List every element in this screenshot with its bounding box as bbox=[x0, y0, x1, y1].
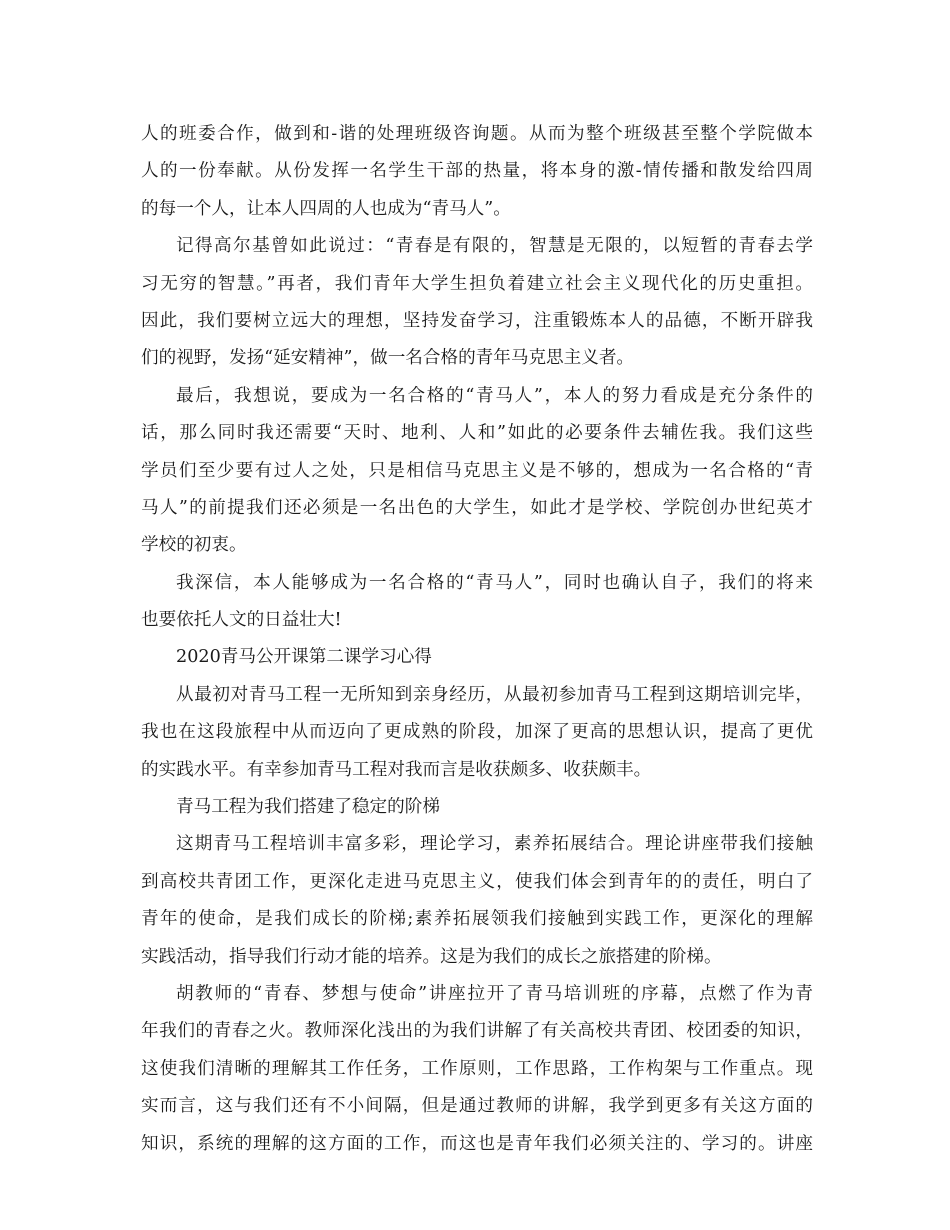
document-body bbox=[141, 116, 813, 1163]
paragraph-first-line: 从最初对青马工程一无所知到亲身经历，从最初参加青马工程到这期培训完毕， bbox=[176, 684, 813, 705]
text-line: 习无穷的智慧。”再者，我们青年大学生担负着建立社会主义现代化的历史重担。 bbox=[141, 273, 813, 294]
text-line: 青年的使命，是我们成长的阶梯;素养拓展领我们接触到实践工作，更深化的理解 bbox=[141, 909, 813, 930]
paragraph-first-line: 胡教师的“青春、梦想与使命”讲座拉开了青马培训班的序幕，点燃了作为青 bbox=[176, 983, 813, 1004]
text-line: 实而言，这与我们还有不小间隔，但是通过教师的讲解，我学到更多有关这方面的 bbox=[141, 1096, 813, 1117]
text-line: 话，那么同时我还需要“天时、地利、人和”如此的必要条件去辅佐我。我们这些 bbox=[141, 423, 813, 444]
paragraph-first-line: 记得高尔基曾如此说过：“青春是有限的，智慧是无限的，以短暂的青春去学 bbox=[176, 236, 813, 257]
paragraph-first-line: 这期青马工程培训丰富多彩，理论学习，素养拓展结合。理论讲座带我们接触 bbox=[176, 834, 813, 855]
text-line: 人的班委合作，做到和-谐的处理班级咨询题。从而为整个班级甚至整个学院做本 bbox=[141, 124, 813, 144]
text-line: 人的一份奉献。从份发挥一名学生干部的热量，将本身的激-情传播和散发给四周 bbox=[141, 161, 813, 182]
text-line: 年我们的青春之火。教师深化浅出的为我们讲解了有关高校共青团、校团委的知识， bbox=[141, 1021, 813, 1042]
subsection-heading: 青马工程为我们搭建了稳定的阶梯 bbox=[176, 797, 440, 818]
text-line: 因此，我们要树立远大的理想，坚持发奋学习，注重锻炼本人的品德，不断开辟我 bbox=[141, 310, 813, 331]
text-line: 的实践水平。有幸参加青马工程对我而言是收获颇多、收获颇丰。 bbox=[141, 759, 652, 780]
text-line: 学校的初衷。 bbox=[141, 535, 247, 556]
text-line: 实践活动，指导我们行动才能的培养。这是为我们的成长之旅搭建的阶梯。 bbox=[141, 946, 722, 967]
text-line: 我也在这段旅程中从而迈向了更成熟的阶段，加深了更高的思想认识，提高了更优 bbox=[141, 722, 813, 743]
text-line: 也要依托人文的日益壮大! bbox=[141, 610, 342, 631]
text-line: 这使我们清晰的理解其工作任务，工作原则，工作思路，工作构架与工作重点。现 bbox=[141, 1058, 813, 1079]
paragraph-first-line: 我深信，本人能够成为一名合格的“青马人”，同时也确认自子，我们的将来 bbox=[176, 572, 813, 593]
text-line: 知识，系统的理解的这方面的工作，而这也是青年我们必须关注的、学习的。讲座 bbox=[141, 1133, 813, 1154]
text-line: 的每一个人，让本人四周的人也成为“青马人”。 bbox=[141, 198, 511, 219]
text-line: 马人”的前提我们还必须是一名出色的大学生，如此才是学校、学院创办世纪英才 bbox=[141, 497, 813, 518]
section-heading: 2020青马公开课第二课学习心得 bbox=[176, 647, 432, 668]
text-line: 们的视野，发扬“延安精神”，做一名合格的青年马克思主义者。 bbox=[141, 348, 635, 369]
paragraph-first-line: 最后，我想说，要成为一名合格的“青马人”，本人的努力看成是充分条件的 bbox=[176, 385, 813, 406]
text-line: 学员们至少要有过人之处，只是相信马克思主义是不够的，想成为一名合格的“青 bbox=[141, 460, 813, 481]
text-line: 到高校共青团工作，更深化走进马克思主义，使我们体会到青年的的责任，明白了 bbox=[141, 871, 813, 892]
